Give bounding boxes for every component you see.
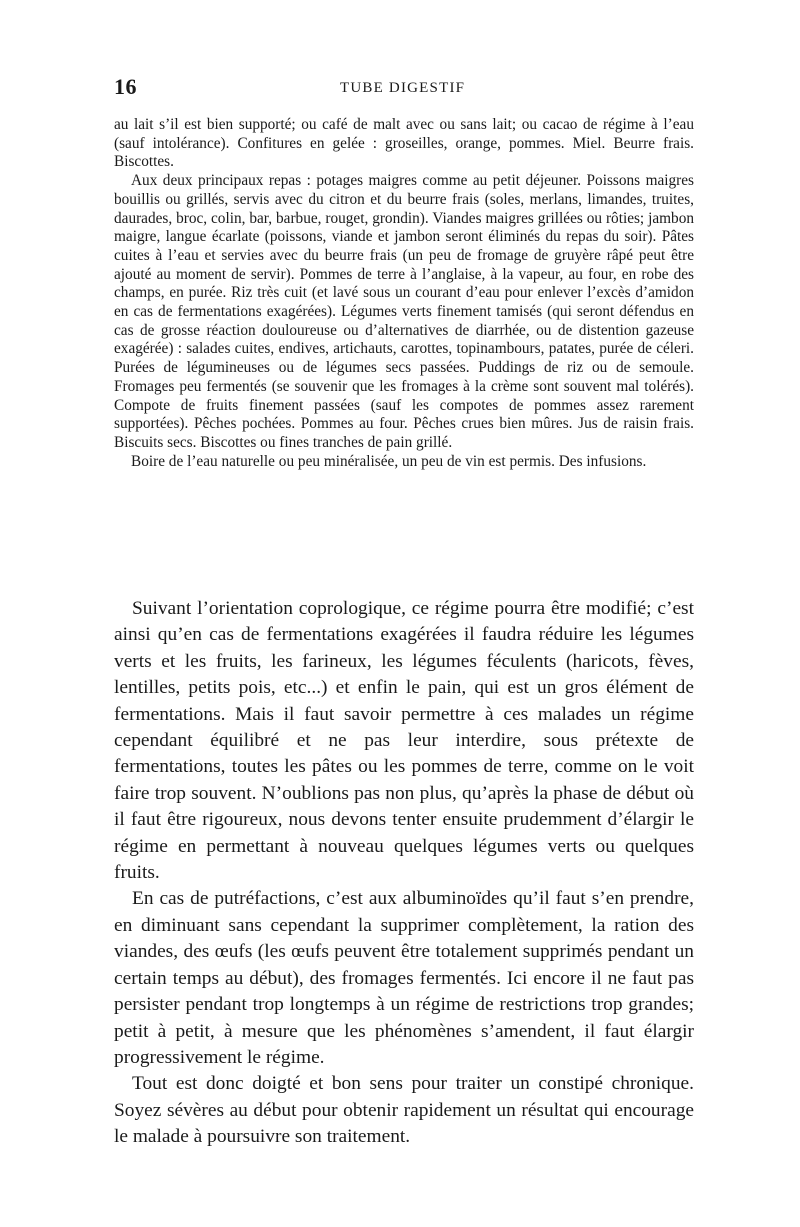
diet-paragraph-main-meals: Aux deux principaux repas : potages maigres comme au petit déjeuner. Poissons maigres bouillis ou grillés, servis avec du citron et du beurre frais (soles, merlans, limandes, truites, daurades, broc, colin, bar, barbue, rouget, grondin). Viandes maigres grillées ou rôties; jambon maigre, langue écarlate (poissons, viande et jambon seront éliminés du repas du soir). Pâtes cuites à l’eau et servies avec du beurre frais (un peu de fromage de gruyère râpé peut être ajouté au moment de servir). Pommes de terre à l’anglaise, à la vapeur, au four, en robe des champs, en purée. Riz très cuit (et lavé sous un courant d’eau pour enlever l’excès d’amidon en cas de fermentations exagérées). Légumes verts finement tamisés (qui seront défendus en cas de grosse réaction douloureuse ou d’alternatives de diarrhée, ou de distention gazeuse exagérée) : salades cuites, endives, artichauts, carottes, topinambours, patates, purée de céleri. Purées de légumineuses ou de légumes secs passées. Puddings de riz ou de semoule. Fromages peu fermentés (se souvenir que les fromages à la crème sont souvent mal tolérés). Compote de fruits finement passées (sauf les compotes de pommes assez rarement supportées). Pêches pochées. Pommes au four. Pêches crues bien mûres. Jus de raisin frais. Biscuits secs. Biscottes ou fines tranches de pain grillé. xyxy=(114,172,694,451)
body-text-section xyxy=(114,596,694,1151)
diet-paragraph-drinks: Boire de l’eau naturelle ou peu minéralisée, un peu de vin est permis. Des infusions. xyxy=(131,452,647,470)
page-number: 16 xyxy=(114,74,137,99)
diet-list-section xyxy=(114,116,694,471)
running-title: TUBE DIGESTIF xyxy=(340,80,466,96)
page-header xyxy=(114,74,694,104)
body-paragraph-putrefaction: En cas de putréfactions, c’est aux albuminoïdes qu’il faut s’en prendre, en diminuant sans cependant la supprimer complètement, la ration des viandes, des œufs (les œufs peuvent être totalement supprimés pendant un certain temps au début), des fromages fermentés. Ici encore il ne faut pas persister pendant trop longtemps à un régime de restrictions trop grandes; petit à petit, à mesure que les phénomènes s’amendent, il faut élargir progressivement le régime. xyxy=(114,888,694,1068)
body-paragraph-conclusion: Tout est donc doigté et bon sens pour traiter un constipé chronique. Soyez sévères au début pour obtenir rapidement un résultat qui encourage le malade à poursuivre son traitement. xyxy=(114,1073,694,1148)
body-paragraph-coprology: Suivant l’orientation coprologique, ce régime pourra être modifié; c’est ainsi qu’en cas de fermentations exagérées il faudra réduire les légumes verts et les fruits, les farineux, les légumes féculents (haricots, fèves, lentilles, petits pois, etc...) et enfin le pain, qui est un gros élément de fermentations. Mais il faut savoir permettre à ces malades un régime cependant équilibré et ne pas leur interdire, sous prétexte de fermentations, toutes les pâtes ou les pommes de terre, comme on le voit faire trop souvent. N’oublions pas non plus, qu’après la phase de début où il faut être rigoureux, nous devons tenter ensuite prudemment d’élargir le régime en permettant à nouveau quelques légumes verts ou quelques fruits. xyxy=(114,598,694,884)
diet-paragraph-breakfast: au lait s’il est bien supporté; ou café de malt avec ou sans lait; ou cacao de régime à l’eau (sauf intolérance). Confitures en gelée : groseilles, orange, pommes. Miel. Beurre frais. Biscottes. xyxy=(114,116,694,171)
